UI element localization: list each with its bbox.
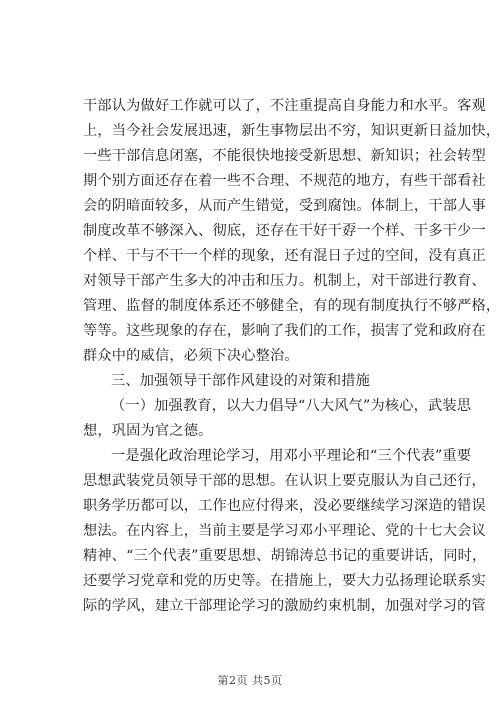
- subsection-heading: （一）加强教育，以大力倡导“八大风气”为核心，武装思: [111, 398, 472, 414]
- text-line: 想，巩固为官之德。: [83, 423, 213, 439]
- text-line: 一些干部信息闭塞，不能很快地接受新思想、新知识；社会转型: [83, 148, 486, 164]
- page-number-footer: 第2页 共5页: [217, 674, 283, 687]
- text-line: 期个别方面还存在着一些不合理、不规范的地方，有些干部看社: [83, 173, 486, 189]
- text-line: 等等。这些现象的存在，影响了我们的工作，损害了党和政府在: [83, 323, 486, 339]
- section-heading: 三、加强领导干部作风建设的对策和措施: [111, 373, 370, 389]
- text-line: 干部认为做好工作就可以了，不注重提高自身能力和水平。客观: [83, 98, 486, 114]
- text-line: 思想武装党员领导干部的思想。在认识上要克服认为自己还行，: [83, 473, 486, 489]
- text-line: 职务学历都可以，工作也应付得来，没必要继续学习深造的错误: [83, 498, 486, 514]
- text-line: 个样、干与不干一个样的现象，还有混日子过的空间，没有真正: [83, 248, 486, 264]
- text-line: 精神、“三个代表”重要思想、胡锦涛总书记的重要讲话，同时，: [83, 548, 487, 564]
- text-line: 想法。在内容上，当前主要是学习邓小平理论、党的十七大会议: [83, 523, 486, 539]
- text-line: 会的阴暗面较多，从而产生错觉，受到腐蚀。体制上，干部人事: [83, 198, 486, 214]
- body-text: [83, 94, 500, 619]
- text-line: 对领导干部产生多大的冲击和压力。机制上，对干部进行教育、: [83, 273, 486, 289]
- text-line: 上，当今社会发展迅速，新生事物层出不穷，知识更新日益加快，: [83, 123, 500, 139]
- text-line: 制度改革不够深入、彻底，还存在干好干孬一个样、干多干少一: [83, 223, 486, 239]
- paragraph-start: 一是强化政治理论学习，用邓小平理论和“三个代表”重要: [111, 448, 472, 464]
- text-line: 还要学习党章和党的历史等。在措施上，要大力弘扬理论联系实: [83, 573, 486, 589]
- text-line: 群众中的威信，必须下决心整治。: [83, 348, 299, 364]
- text-line: 际的学风，建立干部理论学习的激励约束机制，加强对学习的管: [83, 598, 486, 614]
- text-line: 管理、监督的制度体系还不够健全，有的现有制度执行不够严格，: [83, 298, 500, 314]
